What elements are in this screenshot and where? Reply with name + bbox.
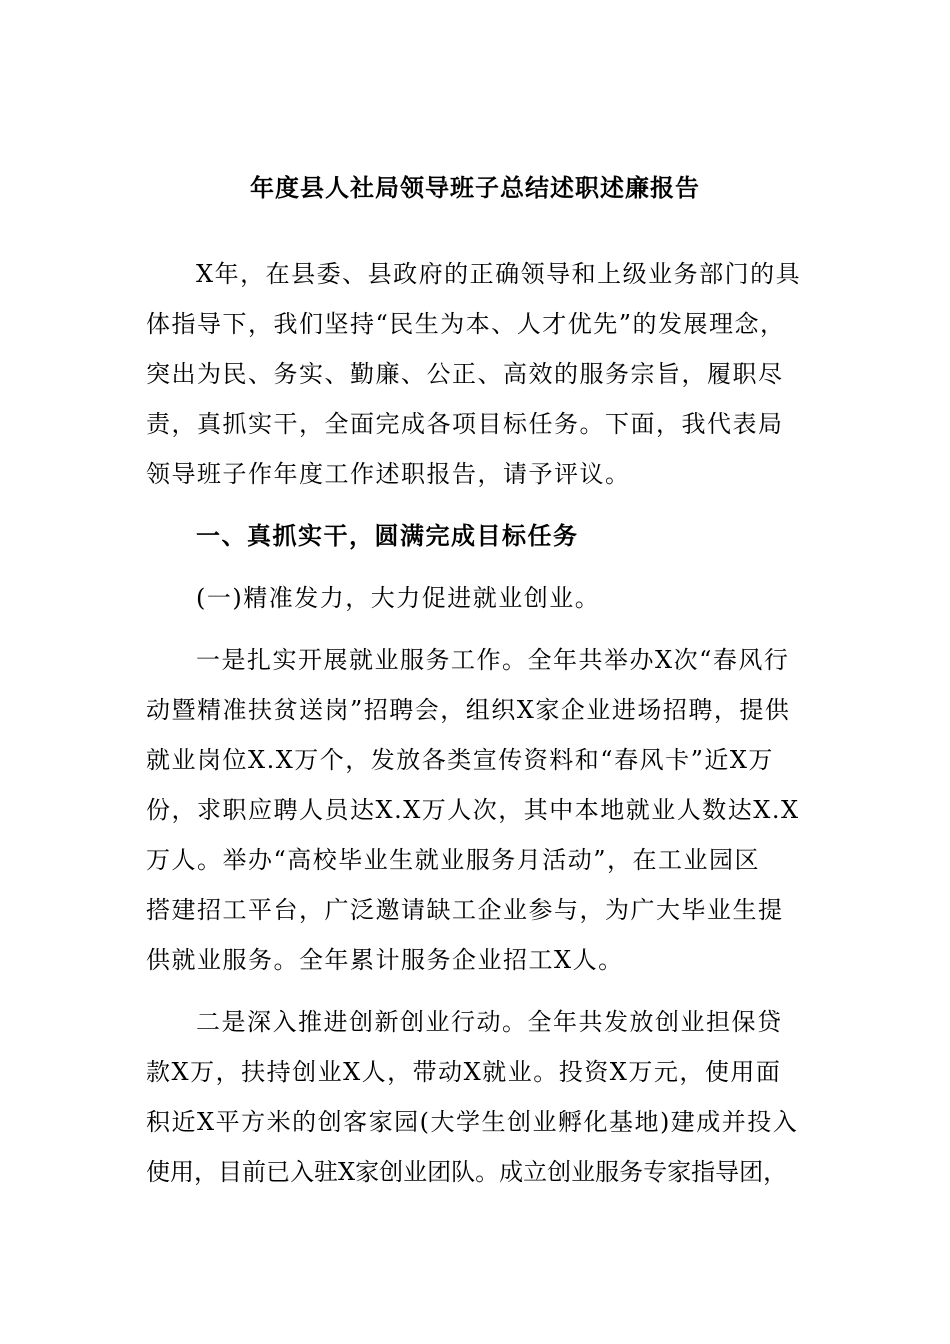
paragraph-line: 万人。举办“高校毕业生就业服务月活动”，在工业园区 (146, 846, 761, 874)
paragraph-line: 供就业服务。全年累计服务企业招工X人。 (146, 946, 624, 974)
paragraph-line: 领导班子作年度工作述职报告，请予评议。 (146, 460, 631, 488)
paragraph-line: 动暨精准扶贫送岗”招聘会，组织X家企业进场招聘，提供 (146, 696, 791, 724)
paragraph-line: 二是深入推进创新创业行动。全年共发放创业担保贷 (196, 1008, 783, 1036)
paragraph-line: 积近X平方米的创客家园(大学生创业孵化基地)建成并投入 (146, 1108, 799, 1136)
paragraph-line: 使用，目前已入驻X家创业团队。成立创业服务专家指导团， (146, 1158, 788, 1186)
paragraph-line: 就业岗位X.X万个，发放各类宣传资料和“春风卡”近X万 (146, 746, 774, 774)
paragraph-line: 款X万，扶持创业X人，带动X就业。投资X万元，使用面 (146, 1058, 782, 1086)
paragraph-line: 突出为民、务实、勤廉、公正、高效的服务宗旨，履职尽 (146, 360, 784, 388)
document-title: 年度县人社局领导班子总结述职述廉报告 (250, 174, 700, 202)
paragraph-line: X年，在县委、县政府的正确领导和上级业务部门的具 (196, 260, 802, 288)
paragraph-line: 责，真抓实干，全面完成各项目标任务。下面，我代表局 (146, 410, 784, 438)
paragraph-line: 体指导下，我们坚持“民生为本、人才优先”的发展理念， (146, 310, 786, 338)
paragraph-line: 一是扎实开展就业服务工作。全年共举办X次“春风行 (196, 646, 790, 674)
paragraph-line: 份，求职应聘人员达X.X万人次，其中本地就业人数达X.X (146, 796, 800, 824)
paragraph-line: 搭建招工平台，广泛邀请缺工企业参与，为广大毕业生提 (146, 896, 784, 924)
section-heading: 一、真抓实干，圆满完成目标任务 (196, 522, 579, 550)
subsection-heading: (一)精准发力，大力促进就业创业。 (196, 584, 601, 612)
